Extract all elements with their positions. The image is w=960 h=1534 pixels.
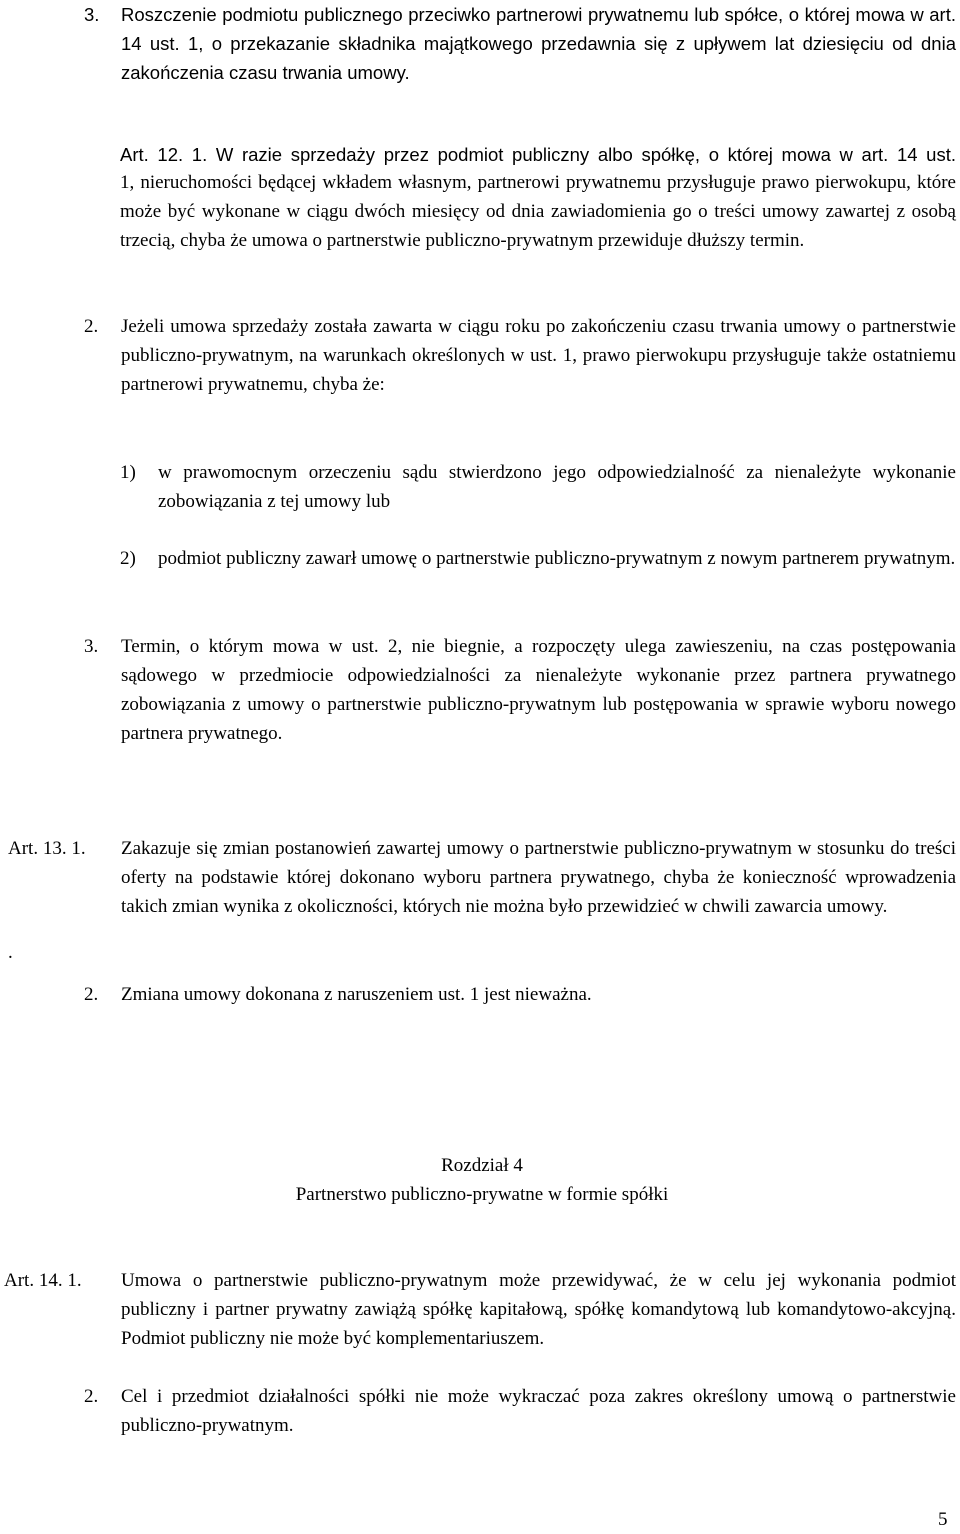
art13-label: Art. 13. 1. <box>8 838 86 859</box>
subitem-number: 2) <box>120 548 136 569</box>
art12-paragraph-2 <box>84 312 956 432</box>
chapter-number: Rozdział 4 <box>441 1155 523 1176</box>
art12-p2-text: Jeżeli umowa sprzedaży została zawarta w ciągu roku po zakończeniu czasu trwania umowy o partnerstwie publiczno-prywatnym, na warunkach określonych w ust. 1, prawo pierwokupu przysługuje także ostatniemu partnerowi prywatnemu, chyba że: <box>121 316 956 395</box>
art13-p2-text: Zmiana umowy dokonana z naruszeniem ust. 1 jest nieważna. <box>121 984 592 1005</box>
art14-p2-text: Cel i przedmiot działalności spółki nie może wykraczać poza zakres określony umową o partnerstwie publiczno-prywatnym. <box>121 1386 956 1436</box>
subitem-number: 1) <box>120 462 136 483</box>
stray-dot: . <box>8 942 13 963</box>
subitem-text: podmiot publiczny zawarł umowę o partnerstwie publiczno-prywatnym z nowym partnerem prywatnym. <box>158 548 956 569</box>
subitem-text: w prawomocnym orzeczeniu sądu stwierdzono jego odpowiedzialność za nienależyte wykonanie zobowiązania z tej umowy lub <box>158 462 956 512</box>
art12-paragraph-1-rest: 1, nieruchomości będącej wkładem własnym, partnerowi prywatnemu przysługuje prawo pierwokupu, które może być wykonane w ciągu dwóch miesięcy od dnia zawiadomienia go o treści umowy zawartej z osobą trzecią, chyba że umowa o partnerstwie publiczno-prywatnym przewiduje dłuższy termin. <box>120 172 956 251</box>
art14-label: Art. 14. 1. <box>4 1270 82 1291</box>
art12-paragraph-1-first-line: Art. 12. 1. W razie sprzedaży przez podmiot publiczny albo spółkę, o której mowa w art. 14 ust. <box>120 144 956 165</box>
item-number: 3. <box>84 4 100 25</box>
art12-p2-number: 2. <box>84 316 99 337</box>
art14-paragraph-2 <box>84 1382 956 1442</box>
art12-subitem-2 <box>120 544 956 604</box>
art13-p2-number: 2. <box>84 984 99 1005</box>
art14-paragraph-1 <box>4 1266 956 1386</box>
art12-subitem-1 <box>120 458 956 518</box>
art13-paragraph-2 <box>84 980 956 1010</box>
item-3-top <box>84 0 956 90</box>
art12-p3-number: 3. <box>84 636 99 657</box>
item-text: Roszczenie podmiotu publicznego przeciwko partnerowi prywatnemu lub spółce, o której mowa w art. 14 ust. 1, o przekazanie składnika majątkowego przedawnia się z upływem lat dziesięciu od dnia zakończenia czasu trwania umowy. <box>121 4 956 83</box>
art12-paragraph-1-continuation <box>120 168 956 255</box>
chapter-title: Partnerstwo publiczno-prywatne w formie spółki <box>295 1184 669 1205</box>
art14-p2-number: 2. <box>84 1386 99 1407</box>
art12-p3-text: Termin, o którym mowa w ust. 2, nie biegnie, a rozpoczęty ulega zawieszeniu, na czas postępowania sądowego w przedmiocie odpowiedzialności za nienależyte wykonanie przez partnera prywatnego zobowiązania z umowy o partnerstwie publiczno-prywatnym lub postępowania w sprawie wyboru nowego partnera prywatnego. <box>121 636 956 744</box>
page-number: 5 <box>938 1509 948 1530</box>
art13-paragraph-1 <box>8 834 956 954</box>
art12-paragraph-3 <box>84 632 956 782</box>
art13-p1-text: Zakazuje się zmian postanowień zawartej umowy o partnerstwie publiczno-prywatnym w stosunku do treści oferty na podstawie której dokonano wyboru partnera prywatnego, chyba że konieczność wprowadzenia takich zmian wynika z okoliczności, których nie można było przewidzieć w chwili zawarcia umowy. <box>121 838 956 917</box>
art14-p1-text: Umowa o partnerstwie publiczno-prywatnym może przewidywać, że w celu jej wykonania podmiot publiczny i partner prywatny zawiążą spółkę kapitałową, spółkę komandytową lub komandytowo-akcyjną. Podmiot publiczny nie może być komplementariuszem. <box>121 1270 956 1349</box>
